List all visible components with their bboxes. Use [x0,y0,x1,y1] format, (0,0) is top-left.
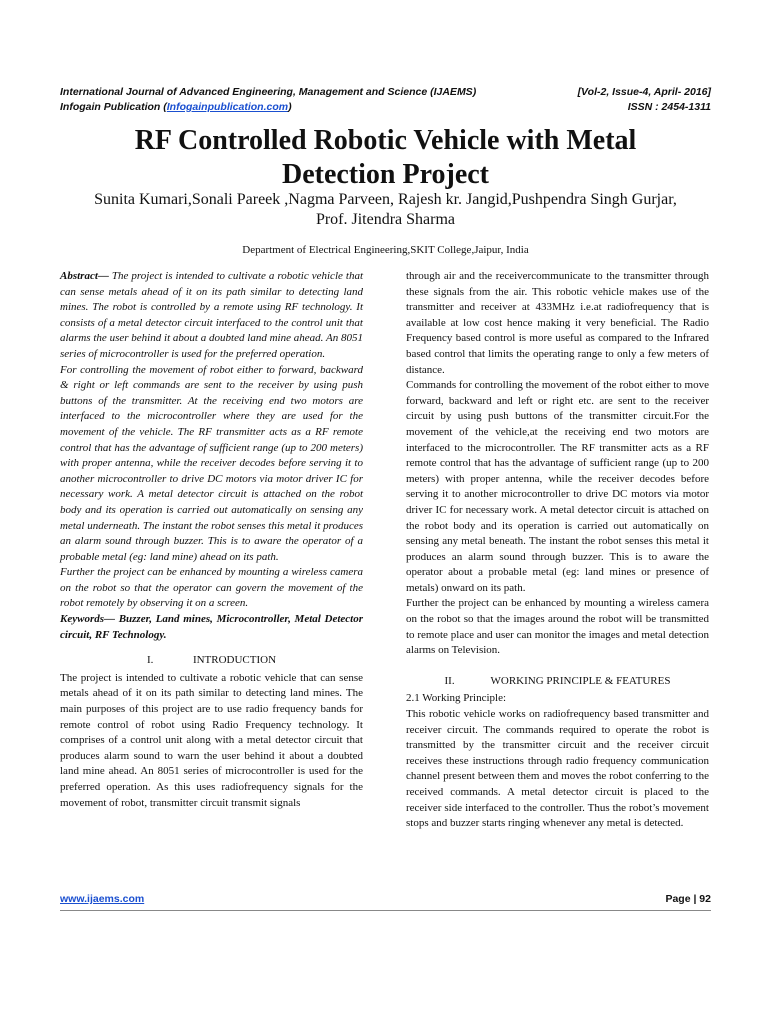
volume-info: [Vol-2, Issue-4, April- 2016] [577,86,711,98]
abstract-p1: Abstract— The project is intended to cultivate a robotic vehicle that can sense metals ahead of it on its path similar to detecting land mines. The robot is controlled by a remote using RF technology. It consists of a metal detector circuit interfaced to the control unit that alarms the user behind it about a doubted land mine ahead. An 8051 series of microcontroller is used for the preferred operation. [60,270,363,360]
journal-name: International Journal of Advanced Engineering, Management and Science (IJAEMS) [60,86,477,98]
intro-p1: The project is intended to cultivate a robotic vehicle that can sense metals ahead of it on its path similar to detecting land mines. The main purposes of this project are to use radio frequency bands for remote control of robot using Radio Frequency technology. It comprises of a control unit along with a metal detector circuit that produces alarm sound to warn the user behind it about a doubted land mine ahead. An 8051 series of microcontroller is used for the preferred operation. As this uses radiofrequency signals for the movement of robot, transmitter circuit transmit signals [60,671,363,809]
publisher-link[interactable]: Infogainpublication.com [166,101,289,113]
body-p4: This robotic vehicle works on radiofrequency based transmitter and receiver circuit. The commands required to operate the robot is transmitted by the transmitter circuit and the receiver circuit receives these instructions through radio frequency communication channel present between them and moves the robot conferring to the received commands. A metal detector circuit is placed to the receiver side interfaced to the controller. Thus the robot’s movement stops and buzzer starts ringing whenever any metal is detected. [406,708,709,830]
publisher: Infogain Publication (Infogainpublication.com) [60,101,292,113]
paper-title: RF Controlled Robotic Vehicle with Metal Detection Project [134,125,637,190]
right-column [406,269,709,832]
page-number: Page | 92 [665,893,711,905]
subsection-heading: 2.1 Working Principle: [406,692,507,705]
page-footer [60,893,711,905]
keywords: Keywords— Buzzer, Land mines, Microcontroller, Metal Detector circuit, RF Technology. [60,613,363,641]
section-heading-working-principle: II. WORKING PRINCIPLE & FEATURES [444,674,671,687]
affiliation: Department of Electrical Engineering,SKIT College,Jaipur, India [242,244,529,256]
journal-header-line1 [60,85,711,99]
section-heading-introduction: I. INTRODUCTION [146,654,277,667]
footer-rule [60,910,711,911]
issn: ISSN : 2454-1311 [627,101,711,113]
body-p2: Commands for controlling the movement of the robot either to move forward, backward and left or right etc. are sent to the receiver circuit by using push buttons of the transmitter circuit.For the movement of the vehicle,at the receiving end two motors are interfaced to the microcontroller. The RF transmitter acts as a RF remote control that has the advantage of sufficient range (up to 200 meters) with proper antenna, while the receiver decodes before serving it to another microcontroller to drive DC motors via motor driver IC for necessary work. A metal detector circuit is attached on the robot body and its operation is carried out automatically on sensing any metal beneath. The instant the robot senses this metal it produces an alarm sound through buzzer. This is to aware the operator about a probable metal (eg: land mines or presence of metals) onward on its path. [406,379,709,594]
abstract-p3: Further the project can be enhanced by mounting a wireless camera on the robot so that the operator can govern the movement of the robot remotely by observing it on a screen. [60,566,363,610]
left-column [60,269,363,811]
abstract-p2: For controlling the movement of robot either to forward, backward & right or left commands are sent to the receiver by using push buttons of the transmitter. At the receiving end two motors are interfaced to the microcontroller where they are used for the movement of the vehicle. The RF transmitter acts as a RF remote control that has the advantage of sufficient range (up to 200 meters) with proper antenna, while the receiver decodes before serving it to another microcontroller to drive DC motors via motor driver IC for necessary work. A metal detector circuit is attached on the robot body and its operation is carried out automatically on sensing any metal underneath. The instant the robot senses this metal it produces an alarm sound through buzzer. This is to aware the operator of a probable metal (eg: land mine) ahead on its path. [60,363,363,563]
journal-header-line2 [60,100,711,114]
body-p3: Further the project can be enhanced by mounting a wireless camera on the robot so that the images around the robot will be transmitted to remote place and user can monitor the images and metal detection alarms on Television. [406,597,709,657]
author-list: Sunita Kumari,Sonali Pareek ,Nagma Parveen, Rajesh kr. Jangid,Pushpendra Singh Gurjar, Prof. Jitendra Sharma [94,191,677,228]
journal-website-link[interactable]: www.ijaems.com [60,893,145,905]
abstract-label: Abstract— [60,270,109,282]
body-p1: through air and the receivercommunicate to the transmitter through these signals from the air. This robotic vehicle makes use of the transmitter and receiver at 433MHz i.e.at radiofrequency that is available at low cost hence making it very beneficial. The Radio Frequency based control is more useful as compared to the Infrared based control that limits the operating range to only a few meters of distance. [406,270,709,376]
